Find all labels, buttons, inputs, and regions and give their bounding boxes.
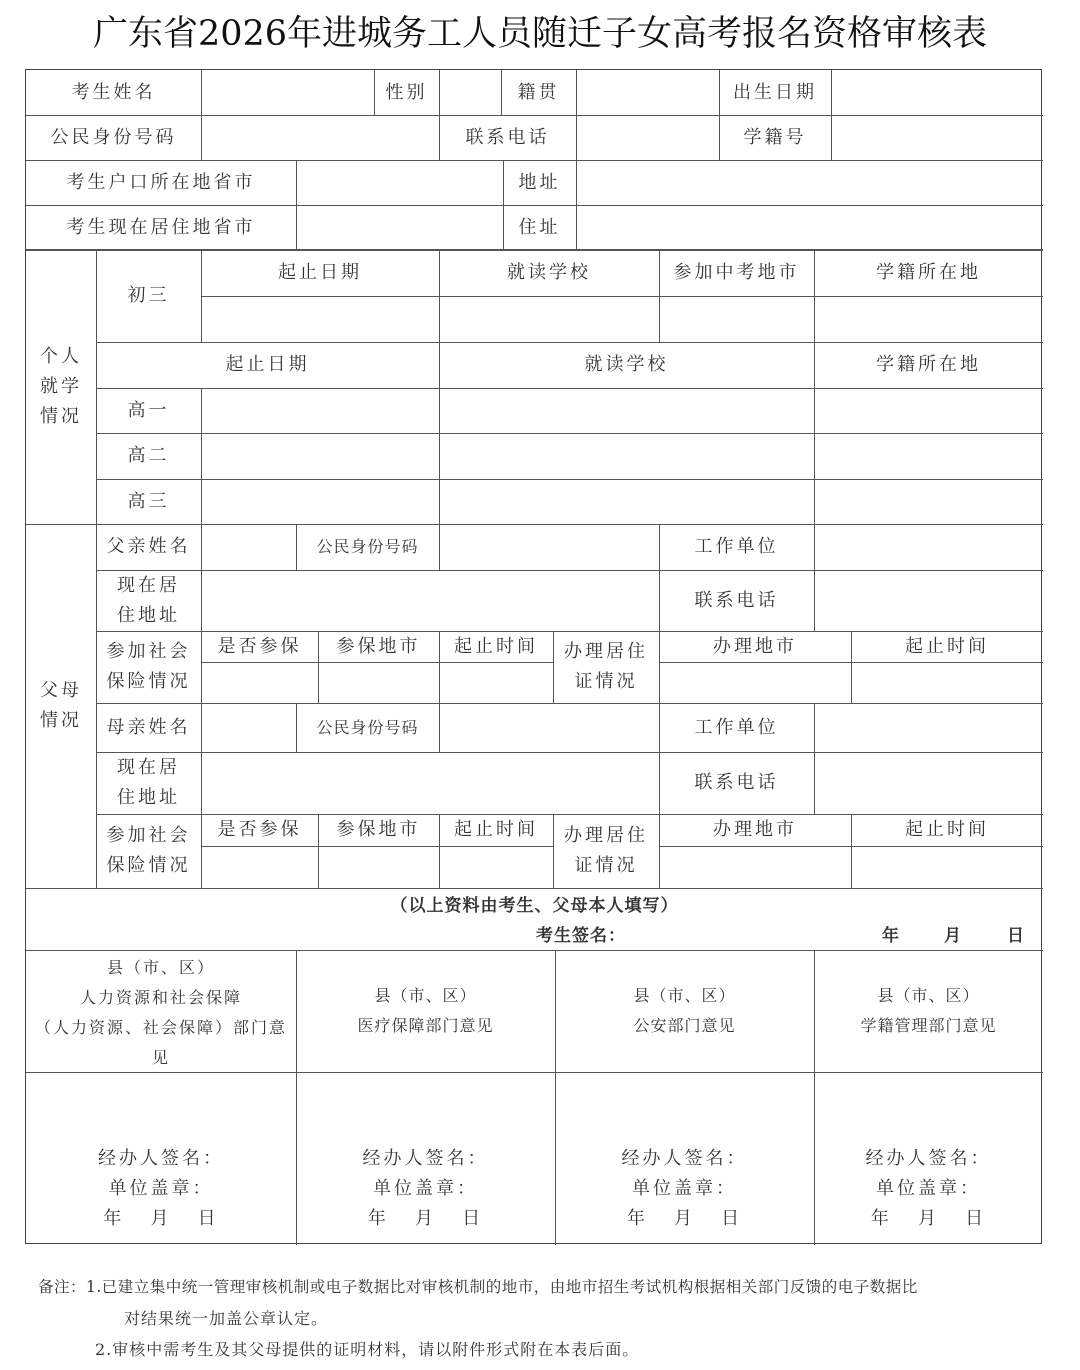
date-year: 年 <box>626 1208 648 1229</box>
signoff-date <box>627 1204 742 1234</box>
label-grade10: 高一 <box>127 399 170 421</box>
label-line: 办理居住 <box>564 641 648 662</box>
col-divider <box>831 70 832 160</box>
unit-seal-label: 单位盖章： <box>876 1178 981 1199</box>
signoff-block <box>26 1144 296 1234</box>
header-registry-location: 学籍所在地 <box>876 354 981 375</box>
label-mother-insurance <box>96 814 201 888</box>
date-day: 日 <box>197 1208 219 1229</box>
row-divider <box>96 703 1043 704</box>
dept-line: 公安部门意见 <box>633 1016 736 1035</box>
label-gender: 性别 <box>385 81 428 103</box>
label-mother-id: 公民身份号码 <box>316 717 419 737</box>
dept-public-security <box>555 950 814 1072</box>
application-form-table <box>25 69 1042 1244</box>
header-permit-city: 办理地市 <box>713 635 797 657</box>
label-line: 参加社会 <box>106 641 191 662</box>
label-phone: 联系电话 <box>465 126 550 148</box>
section-education-line: 就学 <box>40 376 82 397</box>
signoff-date <box>368 1204 483 1234</box>
handler-signature-label: 经办人签名： <box>621 1148 748 1169</box>
label-mother-address <box>96 752 201 814</box>
label-native-place: 籍贯 <box>517 81 560 103</box>
date-day: 日 <box>721 1208 743 1229</box>
form-title: 广东省2026年进城务工人员随迁子女高考报名资格审核表 <box>92 14 988 54</box>
date-month: 月 <box>674 1208 695 1229</box>
dept-line: 学籍管理部门意见 <box>860 1016 997 1035</box>
label-father-phone: 联系电话 <box>694 589 779 611</box>
label-mother-name: 母亲姓名 <box>106 716 191 738</box>
signoff-date <box>871 1204 986 1234</box>
section-parents-line: 父母 <box>40 680 82 701</box>
date-day: 日 <box>965 1208 987 1229</box>
label-line: 参加社会 <box>106 825 191 846</box>
header-insured: 是否参保 <box>217 819 302 840</box>
header-insurance-city: 参保地市 <box>336 635 421 657</box>
signoff-date <box>103 1204 218 1234</box>
label-father-residence-permit <box>553 631 659 703</box>
row-divider <box>96 752 1043 753</box>
unit-seal-label: 单位盖章： <box>632 1178 737 1199</box>
header-insurance-city: 参保地市 <box>336 819 421 840</box>
footnote-1: 备注：1.已建立集中统一管理审核机制或电子数据比对审核机制的地市，由地市招生考试机构根据相关部门反馈的电子数据比 <box>38 1278 918 1296</box>
label-line: 保险情况 <box>106 855 191 876</box>
footnotes <box>38 1272 1078 1365</box>
section-parents <box>26 524 96 888</box>
label-grade11: 高二 <box>127 445 170 466</box>
date-month: 月 <box>918 1208 939 1229</box>
label-mother-work: 工作单位 <box>694 716 779 738</box>
dept-student-registry <box>814 950 1043 1072</box>
dept-line: 县（市、区） <box>633 986 736 1005</box>
candidate-signature-label: 考生签名： <box>536 926 626 946</box>
label-father-work: 工作单位 <box>694 536 779 557</box>
date-year: 年 <box>870 1208 892 1229</box>
handler-signature-label: 经办人签名： <box>98 1148 224 1169</box>
header-insurance-period: 起止时间 <box>454 819 538 840</box>
row-divider <box>201 846 553 847</box>
date-year: 年 <box>882 926 900 946</box>
header-start-end-date: 起止日期 <box>225 354 310 375</box>
dept-line: 县（市、区） <box>374 986 477 1005</box>
dept-line: 县（市、区） <box>877 986 980 1005</box>
footnote-2: 2.审核中需考生及其父母提供的证明材料，请以附件形式附在本表后面。 <box>95 1340 640 1359</box>
handler-signature-label: 经办人签名： <box>362 1148 489 1169</box>
header-permit-period: 起止时间 <box>905 819 989 840</box>
col-divider <box>439 703 440 752</box>
label-line: 住地址 <box>117 787 180 808</box>
signoff-block <box>555 1144 814 1234</box>
col-divider <box>576 160 577 250</box>
header-insured: 是否参保 <box>217 635 302 657</box>
label-father-id: 公民身份号码 <box>316 537 419 556</box>
label-student-number: 学籍号 <box>743 126 807 148</box>
header-permit-city: 办理地市 <box>713 819 797 840</box>
row-divider <box>96 388 1043 389</box>
col-divider <box>814 703 815 814</box>
date-day: 日 <box>462 1208 484 1229</box>
header-school: 就读学校 <box>584 354 669 375</box>
label-name: 考生姓名 <box>71 81 156 103</box>
dept-line: 人力资源和社会保障 <box>79 988 242 1007</box>
label-line: 住地址 <box>117 604 180 626</box>
row-divider <box>201 296 1043 297</box>
label-address: 地址 <box>518 171 561 193</box>
row-divider <box>96 570 1043 571</box>
dept-hr-social-security <box>26 954 296 1072</box>
section-education <box>26 250 96 524</box>
row-divider <box>201 662 553 663</box>
label-birth-date: 出生日期 <box>733 81 817 103</box>
signoff-block <box>296 1144 555 1234</box>
dept-line: （人力资源、社会保障）部门意 <box>34 1018 287 1037</box>
date-month: 月 <box>415 1208 436 1229</box>
label-mother-residence-permit <box>553 814 659 888</box>
section-education-line: 情况 <box>40 406 82 427</box>
col-divider <box>296 160 297 250</box>
section-education-line: 个人 <box>40 346 82 367</box>
date-year: 年 <box>103 1208 125 1229</box>
label-grade9: 初三 <box>127 285 170 306</box>
col-divider <box>439 524 440 570</box>
label-line: 证情况 <box>574 671 638 692</box>
signoff-block <box>814 1144 1043 1234</box>
declaration-note: （以上资料由考生、父母本人填写） <box>390 896 679 916</box>
header-school: 就读学校 <box>507 262 591 283</box>
date-month: 月 <box>150 1208 172 1229</box>
dept-line: 县（市、区） <box>106 958 215 977</box>
label-line: 现在居 <box>117 757 180 778</box>
row-divider <box>26 888 1043 889</box>
row-divider <box>96 433 1043 434</box>
header-insurance-period: 起止时间 <box>454 635 538 657</box>
col-divider <box>576 70 577 160</box>
handler-signature-label: 经办人签名： <box>865 1148 992 1169</box>
col-divider <box>201 70 202 160</box>
label-id-number: 公民身份号码 <box>50 126 177 148</box>
label-line: 保险情况 <box>106 671 191 692</box>
label-line: 证情况 <box>574 855 638 876</box>
header-permit-period: 起止时间 <box>905 635 989 657</box>
date-month: 月 <box>944 926 962 946</box>
unit-seal-label: 单位盖章： <box>108 1178 214 1199</box>
dept-line: 见 <box>151 1048 170 1067</box>
unit-seal-label: 单位盖章： <box>373 1178 478 1199</box>
label-line: 办理居住 <box>564 825 648 846</box>
label-grade12: 高三 <box>127 490 170 512</box>
label-hukou-province-city: 考生户口所在地省市 <box>66 171 256 193</box>
label-father-name: 父亲姓名 <box>106 536 191 557</box>
label-father-insurance <box>96 631 201 703</box>
section-parents-line: 情况 <box>40 710 82 731</box>
date-year: 年 <box>367 1208 389 1229</box>
label-father-address <box>96 570 201 631</box>
header-zhongkao-city: 参加中考地市 <box>673 262 800 283</box>
col-divider <box>814 524 815 631</box>
footnote-1-continued: 对结果统一加盖公章认定。 <box>124 1309 329 1328</box>
dept-medical-security <box>296 950 555 1072</box>
col-divider <box>201 388 202 524</box>
header-start-end-date: 起止日期 <box>278 262 362 283</box>
row-divider <box>26 1072 1043 1073</box>
dept-line: 医疗保障部门意见 <box>357 1016 494 1035</box>
label-line: 现在居 <box>117 574 180 596</box>
label-dwelling: 住址 <box>518 216 561 238</box>
header-registry-location: 学籍所在地 <box>876 262 981 283</box>
date-day: 日 <box>1007 926 1025 946</box>
label-mother-phone: 联系电话 <box>694 772 779 793</box>
row-divider <box>96 479 1043 480</box>
label-residence-province-city: 考生现在居住地省市 <box>66 216 256 238</box>
